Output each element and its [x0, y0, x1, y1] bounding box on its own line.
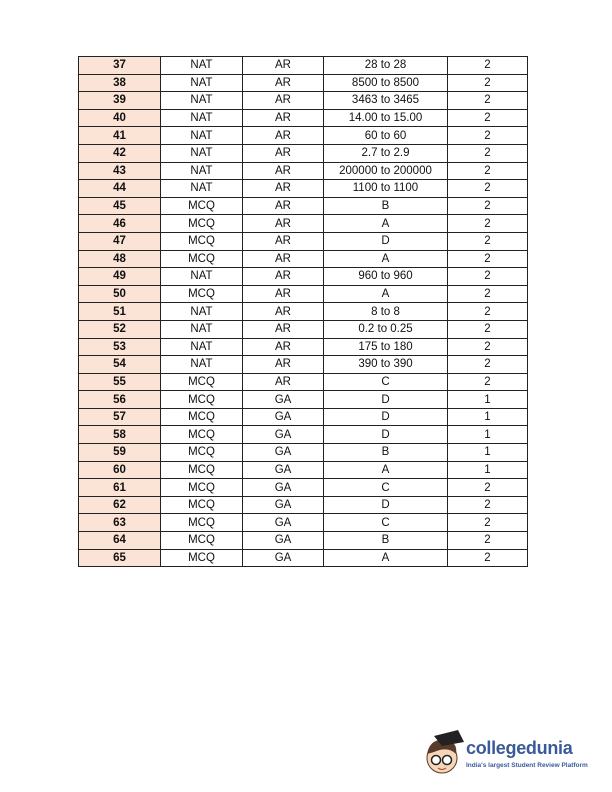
- question-type-cell: MCQ: [161, 285, 243, 303]
- section-cell: GA: [243, 444, 324, 462]
- section-cell: AR: [243, 197, 324, 215]
- question-type-cell: NAT: [161, 268, 243, 286]
- marks-cell: 2: [448, 479, 528, 497]
- marks-cell: 2: [448, 268, 528, 286]
- table-row: [79, 303, 528, 321]
- table-row: [79, 250, 528, 268]
- marks-cell: 2: [448, 496, 528, 514]
- answer-key-cell: B: [324, 532, 448, 550]
- table-row: [79, 549, 528, 567]
- question-number-cell: 45: [79, 197, 161, 215]
- answer-key-cell: 960 to 960: [324, 268, 448, 286]
- question-type-cell: NAT: [161, 338, 243, 356]
- question-type-cell: NAT: [161, 109, 243, 127]
- section-cell: AR: [243, 338, 324, 356]
- answer-key-cell: D: [324, 408, 448, 426]
- marks-cell: 2: [448, 215, 528, 233]
- answer-key-cell: A: [324, 250, 448, 268]
- section-cell: GA: [243, 461, 324, 479]
- answer-key-cell: A: [324, 285, 448, 303]
- marks-cell: 2: [448, 356, 528, 374]
- question-number-cell: 53: [79, 338, 161, 356]
- question-number-cell: 59: [79, 444, 161, 462]
- question-number-cell: 43: [79, 162, 161, 180]
- table-row: [79, 162, 528, 180]
- marks-cell: 2: [448, 250, 528, 268]
- question-type-cell: MCQ: [161, 549, 243, 567]
- table-row: [79, 109, 528, 127]
- question-type-cell: MCQ: [161, 496, 243, 514]
- section-cell: AR: [243, 373, 324, 391]
- question-number-cell: 55: [79, 373, 161, 391]
- table-row: [79, 232, 528, 250]
- answer-key-table: [78, 56, 528, 567]
- table-row: [79, 514, 528, 532]
- answer-key-cell: A: [324, 549, 448, 567]
- section-cell: AR: [243, 109, 324, 127]
- answer-key-cell: 14.00 to 15.00: [324, 109, 448, 127]
- section-cell: AR: [243, 320, 324, 338]
- marks-cell: 2: [448, 57, 528, 75]
- marks-cell: 1: [448, 408, 528, 426]
- section-cell: GA: [243, 408, 324, 426]
- question-type-cell: NAT: [161, 162, 243, 180]
- question-type-cell: MCQ: [161, 250, 243, 268]
- marks-cell: 2: [448, 285, 528, 303]
- section-cell: AR: [243, 303, 324, 321]
- table-row: [79, 127, 528, 145]
- question-type-cell: NAT: [161, 92, 243, 110]
- answer-key-cell: C: [324, 514, 448, 532]
- section-cell: GA: [243, 549, 324, 567]
- section-cell: AR: [243, 92, 324, 110]
- question-number-cell: 63: [79, 514, 161, 532]
- question-type-cell: NAT: [161, 127, 243, 145]
- marks-cell: 2: [448, 109, 528, 127]
- question-number-cell: 41: [79, 127, 161, 145]
- marks-cell: 2: [448, 373, 528, 391]
- answer-key-cell: 1100 to 1100: [324, 180, 448, 198]
- answer-key-cell: A: [324, 461, 448, 479]
- section-cell: AR: [243, 74, 324, 92]
- answer-key-cell: D: [324, 232, 448, 250]
- section-cell: AR: [243, 232, 324, 250]
- question-number-cell: 49: [79, 268, 161, 286]
- answer-key-cell: 200000 to 200000: [324, 162, 448, 180]
- section-cell: AR: [243, 57, 324, 75]
- table-row: [79, 391, 528, 409]
- table-row: [79, 74, 528, 92]
- answer-key-cell: A: [324, 215, 448, 233]
- answer-key-cell: 390 to 390: [324, 356, 448, 374]
- table-row: [79, 320, 528, 338]
- marks-cell: 1: [448, 444, 528, 462]
- question-number-cell: 51: [79, 303, 161, 321]
- section-cell: GA: [243, 514, 324, 532]
- question-number-cell: 61: [79, 479, 161, 497]
- brand-tagline: India's largest Student Review Platform: [466, 762, 588, 769]
- question-type-cell: MCQ: [161, 408, 243, 426]
- section-cell: AR: [243, 180, 324, 198]
- question-number-cell: 42: [79, 144, 161, 162]
- question-type-cell: MCQ: [161, 373, 243, 391]
- marks-cell: 2: [448, 549, 528, 567]
- table-row: [79, 373, 528, 391]
- question-type-cell: NAT: [161, 144, 243, 162]
- section-cell: AR: [243, 162, 324, 180]
- table-row: [79, 496, 528, 514]
- question-type-cell: NAT: [161, 180, 243, 198]
- section-cell: AR: [243, 285, 324, 303]
- question-type-cell: MCQ: [161, 391, 243, 409]
- question-number-cell: 50: [79, 285, 161, 303]
- answer-key-cell: 8500 to 8500: [324, 74, 448, 92]
- section-cell: GA: [243, 391, 324, 409]
- table-row: [79, 408, 528, 426]
- section-cell: AR: [243, 215, 324, 233]
- section-cell: AR: [243, 268, 324, 286]
- answer-key-cell: D: [324, 496, 448, 514]
- answer-key-cell: 2.7 to 2.9: [324, 144, 448, 162]
- marks-cell: 2: [448, 320, 528, 338]
- answer-key-cell: 0.2 to 0.25: [324, 320, 448, 338]
- table-row: [79, 479, 528, 497]
- question-number-cell: 48: [79, 250, 161, 268]
- question-number-cell: 44: [79, 180, 161, 198]
- answer-key-cell: 175 to 180: [324, 338, 448, 356]
- question-number-cell: 39: [79, 92, 161, 110]
- table-row: [79, 338, 528, 356]
- marks-cell: 2: [448, 144, 528, 162]
- table-row: [79, 180, 528, 198]
- marks-cell: 2: [448, 74, 528, 92]
- marks-cell: 1: [448, 461, 528, 479]
- table-row: [79, 285, 528, 303]
- section-cell: AR: [243, 250, 324, 268]
- marks-cell: 2: [448, 232, 528, 250]
- question-type-cell: NAT: [161, 74, 243, 92]
- question-type-cell: MCQ: [161, 479, 243, 497]
- answer-key-cell: B: [324, 197, 448, 215]
- question-type-cell: MCQ: [161, 532, 243, 550]
- marks-cell: 2: [448, 127, 528, 145]
- question-type-cell: NAT: [161, 356, 243, 374]
- question-number-cell: 54: [79, 356, 161, 374]
- question-type-cell: MCQ: [161, 215, 243, 233]
- question-number-cell: 56: [79, 391, 161, 409]
- table-row: [79, 144, 528, 162]
- question-type-cell: NAT: [161, 303, 243, 321]
- table-row: [79, 268, 528, 286]
- question-number-cell: 60: [79, 461, 161, 479]
- question-type-cell: NAT: [161, 57, 243, 75]
- answer-key-cell: D: [324, 391, 448, 409]
- answer-key-cell: 3463 to 3465: [324, 92, 448, 110]
- table-row: [79, 444, 528, 462]
- table-row: [79, 197, 528, 215]
- section-cell: GA: [243, 532, 324, 550]
- answer-key-cell: C: [324, 373, 448, 391]
- marks-cell: 2: [448, 514, 528, 532]
- question-type-cell: NAT: [161, 320, 243, 338]
- question-number-cell: 38: [79, 74, 161, 92]
- section-cell: GA: [243, 426, 324, 444]
- question-type-cell: MCQ: [161, 232, 243, 250]
- table-row: [79, 461, 528, 479]
- table-row: [79, 57, 528, 75]
- marks-cell: 2: [448, 338, 528, 356]
- table-row: [79, 426, 528, 444]
- section-cell: GA: [243, 479, 324, 497]
- section-cell: AR: [243, 127, 324, 145]
- table-row: [79, 356, 528, 374]
- marks-cell: 2: [448, 92, 528, 110]
- answer-key-cell: 8 to 8: [324, 303, 448, 321]
- marks-cell: 2: [448, 303, 528, 321]
- brand-name: collegedunia: [466, 738, 573, 758]
- marks-cell: 1: [448, 426, 528, 444]
- question-number-cell: 64: [79, 532, 161, 550]
- table-row: [79, 215, 528, 233]
- question-type-cell: MCQ: [161, 444, 243, 462]
- answer-key-cell: 28 to 28: [324, 57, 448, 75]
- question-type-cell: MCQ: [161, 514, 243, 532]
- marks-cell: 2: [448, 197, 528, 215]
- question-type-cell: MCQ: [161, 426, 243, 444]
- question-number-cell: 62: [79, 496, 161, 514]
- answer-key-cell: B: [324, 444, 448, 462]
- marks-cell: 2: [448, 532, 528, 550]
- table-row: [79, 532, 528, 550]
- question-type-cell: MCQ: [161, 197, 243, 215]
- question-number-cell: 52: [79, 320, 161, 338]
- answer-key-cell: 60 to 60: [324, 127, 448, 145]
- question-number-cell: 65: [79, 549, 161, 567]
- question-number-cell: 58: [79, 426, 161, 444]
- section-cell: GA: [243, 496, 324, 514]
- table-row: [79, 92, 528, 110]
- answer-key-cell: D: [324, 426, 448, 444]
- marks-cell: 2: [448, 180, 528, 198]
- marks-cell: 1: [448, 391, 528, 409]
- question-type-cell: MCQ: [161, 461, 243, 479]
- section-cell: AR: [243, 356, 324, 374]
- question-number-cell: 47: [79, 232, 161, 250]
- question-number-cell: 46: [79, 215, 161, 233]
- marks-cell: 2: [448, 162, 528, 180]
- answer-key-cell: C: [324, 479, 448, 497]
- question-number-cell: 57: [79, 408, 161, 426]
- section-cell: AR: [243, 144, 324, 162]
- question-number-cell: 37: [79, 57, 161, 75]
- question-number-cell: 40: [79, 109, 161, 127]
